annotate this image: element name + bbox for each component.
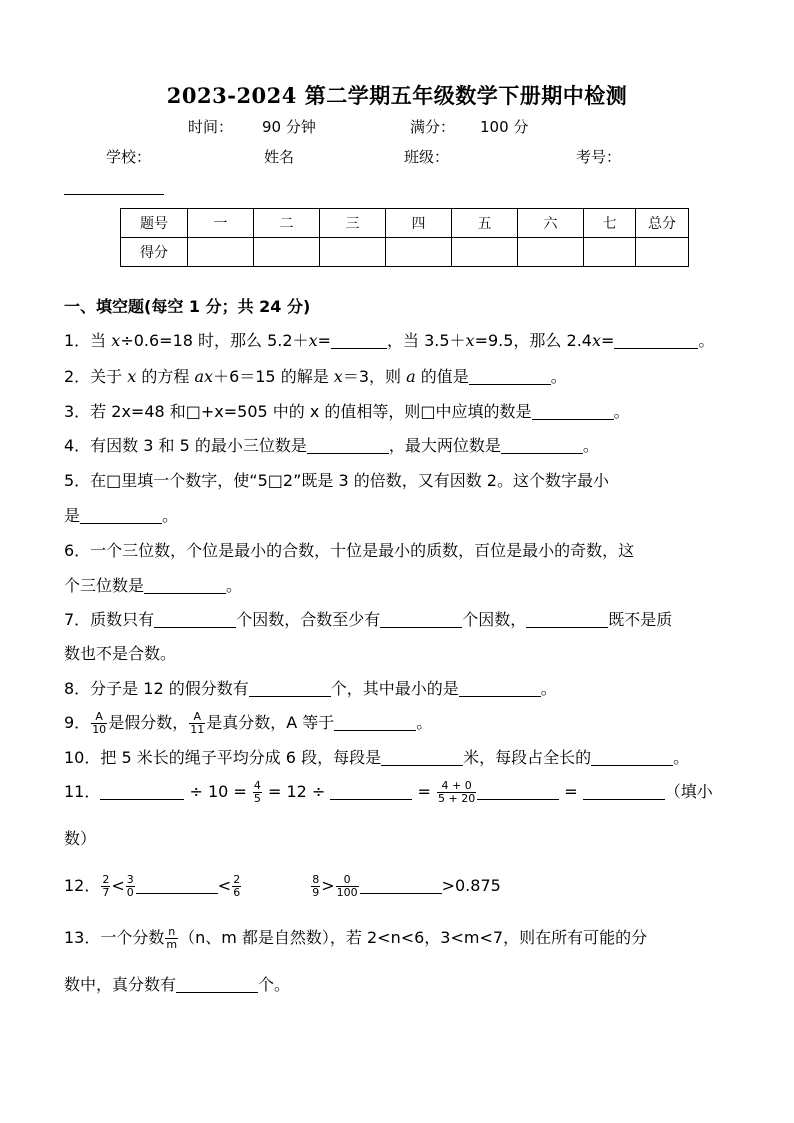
question-text: 数） bbox=[64, 829, 97, 848]
question-9 bbox=[64, 711, 432, 736]
question-text: 个因数， bbox=[462, 610, 527, 629]
variable: x bbox=[127, 367, 137, 386]
question-11 bbox=[64, 780, 713, 805]
score-input-cell[interactable] bbox=[518, 238, 584, 267]
answer-blank[interactable] bbox=[80, 506, 162, 524]
question-text: ÷ 10 = bbox=[184, 782, 252, 801]
fraction-denominator: 10 bbox=[92, 723, 107, 736]
question-text: ，当 3.5＋ bbox=[387, 331, 466, 350]
question-text: 11． bbox=[64, 782, 101, 801]
question-text: < bbox=[217, 876, 232, 895]
score-table-header-row bbox=[121, 209, 689, 238]
answer-blank[interactable] bbox=[501, 436, 583, 454]
question-text: 9． bbox=[64, 713, 91, 732]
answer-blank[interactable] bbox=[380, 610, 462, 628]
question-text: 10．把 5 米长的绳子平均分成 6 段，每段是 bbox=[64, 748, 382, 767]
answer-blank[interactable] bbox=[330, 782, 412, 800]
question-text: 。 bbox=[613, 402, 630, 421]
table-cell: 七 bbox=[584, 209, 636, 238]
table-cell: 五 bbox=[452, 209, 518, 238]
question-text: = bbox=[317, 331, 331, 350]
fraction-denominator: 5 bbox=[253, 792, 261, 805]
question-text: 5．在□里填一个数字，使“5□2”既是 3 的倍数，又有因数 2。这个数字最小 bbox=[64, 471, 609, 490]
question-text: 。 bbox=[540, 679, 557, 698]
question-text: 12． bbox=[64, 876, 101, 895]
fraction-denominator: 11 bbox=[190, 723, 205, 736]
variable: x bbox=[333, 367, 343, 386]
fraction-numerator: 0 bbox=[336, 874, 359, 887]
question-text: =9.5，那么 2.4 bbox=[474, 331, 592, 350]
question-text: 。 bbox=[673, 748, 690, 767]
question-6 bbox=[64, 540, 634, 562]
table-cell: 一 bbox=[188, 209, 254, 238]
question-text: >0.875 bbox=[441, 876, 501, 895]
fraction-denominator: 6 bbox=[233, 886, 241, 899]
question-text: ＝3，则 bbox=[342, 367, 407, 386]
question-text: 。 bbox=[698, 331, 715, 350]
fraction-numerator: 2 bbox=[102, 873, 110, 886]
question-2 bbox=[64, 366, 567, 388]
fraction bbox=[126, 874, 135, 899]
table-cell: 四 bbox=[386, 209, 452, 238]
question-text: 数也不是合数。 bbox=[64, 644, 177, 663]
question-text: 是真分数，A 等于 bbox=[206, 713, 335, 732]
fraction bbox=[91, 711, 107, 736]
score-table-score-row bbox=[121, 238, 689, 267]
question-text: ÷0.6=18 时，那么 5.2＋ bbox=[120, 331, 309, 350]
question-11-cont bbox=[64, 828, 96, 850]
answer-blank[interactable] bbox=[136, 876, 218, 894]
variable: a bbox=[406, 367, 416, 386]
exam-no-field[interactable] bbox=[64, 194, 164, 195]
question-text: 。 bbox=[582, 436, 599, 455]
fraction-denominator: 7 bbox=[102, 886, 110, 899]
fraction bbox=[189, 711, 205, 736]
name-label: 姓名 bbox=[264, 148, 295, 166]
answer-blank[interactable] bbox=[614, 331, 698, 349]
fraction-denominator: 9 bbox=[312, 886, 320, 899]
question-6-cont bbox=[64, 575, 242, 597]
question-8 bbox=[64, 678, 557, 700]
score-value: 100 分 bbox=[480, 118, 529, 136]
answer-blank[interactable] bbox=[591, 748, 673, 766]
fraction-denominator: 5 + 20 bbox=[437, 792, 476, 805]
question-text: 13．一个分数 bbox=[64, 928, 165, 947]
score-input-cell[interactable] bbox=[254, 238, 320, 267]
question-text: 个，其中最小的是 bbox=[330, 679, 459, 698]
question-text: = bbox=[559, 782, 583, 801]
exam-no-label: 考号： bbox=[576, 148, 622, 166]
question-5 bbox=[64, 470, 609, 492]
question-text: 3．若 2x=48 和□+x=505 中的 x 的值相等，则□中应填的数是 bbox=[64, 402, 532, 421]
variable: ax bbox=[194, 367, 214, 386]
fraction bbox=[232, 874, 241, 899]
answer-blank[interactable] bbox=[334, 713, 416, 731]
question-5-cont bbox=[64, 505, 178, 527]
question-text: 7．质数只有 bbox=[64, 610, 155, 629]
question-text: 。 bbox=[550, 367, 567, 386]
answer-blank[interactable] bbox=[249, 679, 331, 697]
fraction-numerator: A bbox=[189, 711, 205, 724]
question-text: 。 bbox=[162, 506, 179, 525]
table-cell: 总分 bbox=[636, 209, 689, 238]
section-title: 一、填空题(每空 1 分；共 24 分) bbox=[64, 297, 311, 316]
fraction-denominator: m bbox=[166, 938, 178, 951]
fraction-numerator: n bbox=[165, 926, 178, 939]
fraction-numerator: 8 bbox=[312, 873, 320, 886]
question-13-cont bbox=[64, 974, 290, 996]
question-12 bbox=[64, 874, 501, 899]
score-input-cell[interactable] bbox=[188, 238, 254, 267]
question-text: 6．一个三位数，个位是最小的合数，十位是最小的质数，百位是最小的奇数，这 bbox=[64, 541, 635, 560]
answer-blank[interactable] bbox=[176, 975, 258, 993]
question-7-cont bbox=[64, 643, 176, 665]
score-input-cell[interactable] bbox=[636, 238, 689, 267]
answer-blank[interactable] bbox=[154, 610, 236, 628]
question-text: 个。 bbox=[258, 975, 291, 994]
table-cell: 题号 bbox=[121, 209, 188, 238]
question-13 bbox=[64, 926, 647, 951]
question-text: = bbox=[601, 331, 615, 350]
question-text: 4．有因数 3 和 5 的最小三位数是 bbox=[64, 436, 307, 455]
question-text: = bbox=[412, 782, 436, 801]
question-text: ，最大两位数是 bbox=[388, 436, 501, 455]
question-text: （填小 bbox=[664, 782, 713, 801]
answer-blank[interactable] bbox=[532, 402, 614, 420]
question-text: 的值是 bbox=[415, 367, 469, 386]
fraction bbox=[101, 874, 110, 899]
score-label: 满分： bbox=[410, 118, 456, 136]
question-10 bbox=[64, 747, 689, 769]
question-text: 2．关于 bbox=[64, 367, 128, 386]
variable: x bbox=[591, 331, 601, 350]
exam-title: 2023-2024 第二学期五年级数学下册期中检测 bbox=[166, 83, 628, 108]
score-input-cell[interactable] bbox=[386, 238, 452, 267]
question-text: 米，每段占全长的 bbox=[463, 748, 592, 767]
question-text: 是 bbox=[64, 506, 81, 525]
fraction-numerator: 4 bbox=[253, 779, 261, 792]
fraction-denominator: 0 bbox=[126, 886, 134, 899]
question-text: 。 bbox=[416, 713, 433, 732]
answer-blank[interactable] bbox=[381, 748, 463, 766]
question-3 bbox=[64, 401, 630, 423]
question-text: 的方程 bbox=[136, 367, 195, 386]
table-cell: 得分 bbox=[121, 238, 188, 267]
question-1 bbox=[64, 330, 714, 352]
answer-blank[interactable] bbox=[331, 331, 387, 349]
score-input-cell[interactable] bbox=[584, 238, 636, 267]
answer-blank[interactable] bbox=[469, 367, 551, 385]
fraction-numerator: A bbox=[91, 711, 107, 724]
school-label: 学校： bbox=[106, 148, 152, 166]
variable: x bbox=[465, 331, 475, 350]
fraction bbox=[253, 780, 262, 805]
question-4 bbox=[64, 435, 599, 457]
answer-blank[interactable] bbox=[583, 782, 665, 800]
class-label: 班级： bbox=[404, 148, 450, 166]
fraction bbox=[165, 926, 178, 951]
fraction-numerator: 2 bbox=[233, 873, 241, 886]
score-input-cell[interactable] bbox=[320, 238, 386, 267]
question-text: > bbox=[321, 876, 335, 895]
answer-blank[interactable] bbox=[526, 610, 608, 628]
question-text: ＋6＝15 的解是 bbox=[213, 367, 334, 386]
question-text: = 12 ÷ bbox=[262, 782, 331, 801]
question-text: （n、m 都是自然数），若 2<n<6，3<m<7，则在所有可能的分 bbox=[179, 928, 648, 947]
answer-blank[interactable] bbox=[477, 782, 559, 800]
answer-blank[interactable] bbox=[459, 679, 541, 697]
question-text: 8．分子是 12 的假分数有 bbox=[64, 679, 249, 698]
variable: x bbox=[308, 331, 318, 350]
time-value: 90 分钟 bbox=[262, 118, 316, 136]
question-text: 既不是质 bbox=[608, 610, 673, 629]
question-text: 个三位数是 bbox=[64, 576, 145, 595]
answer-blank[interactable] bbox=[307, 436, 389, 454]
table-cell: 六 bbox=[518, 209, 584, 238]
score-input-cell[interactable] bbox=[452, 238, 518, 267]
fraction-numerator: 4 + 0 bbox=[437, 780, 476, 793]
fraction bbox=[437, 780, 476, 805]
fraction-denominator: 100 bbox=[336, 886, 358, 899]
answer-blank[interactable] bbox=[144, 576, 226, 594]
question-7 bbox=[64, 609, 672, 631]
table-cell: 三 bbox=[320, 209, 386, 238]
answer-blank[interactable] bbox=[100, 782, 184, 800]
question-text: 。 bbox=[226, 576, 243, 595]
question-text: < bbox=[111, 876, 125, 895]
answer-blank[interactable] bbox=[360, 876, 442, 894]
question-text: 1．当 bbox=[64, 331, 112, 350]
score-table bbox=[120, 208, 689, 267]
question-text: 数中，真分数有 bbox=[64, 975, 177, 994]
variable: x bbox=[111, 331, 121, 350]
time-label: 时间： bbox=[188, 118, 234, 136]
table-cell: 二 bbox=[254, 209, 320, 238]
question-text: 个因数，合数至少有 bbox=[236, 610, 381, 629]
question-text: 是假分数， bbox=[108, 713, 189, 732]
fraction bbox=[336, 874, 359, 899]
fraction-numerator: 3 bbox=[126, 873, 134, 886]
fraction bbox=[311, 874, 320, 899]
